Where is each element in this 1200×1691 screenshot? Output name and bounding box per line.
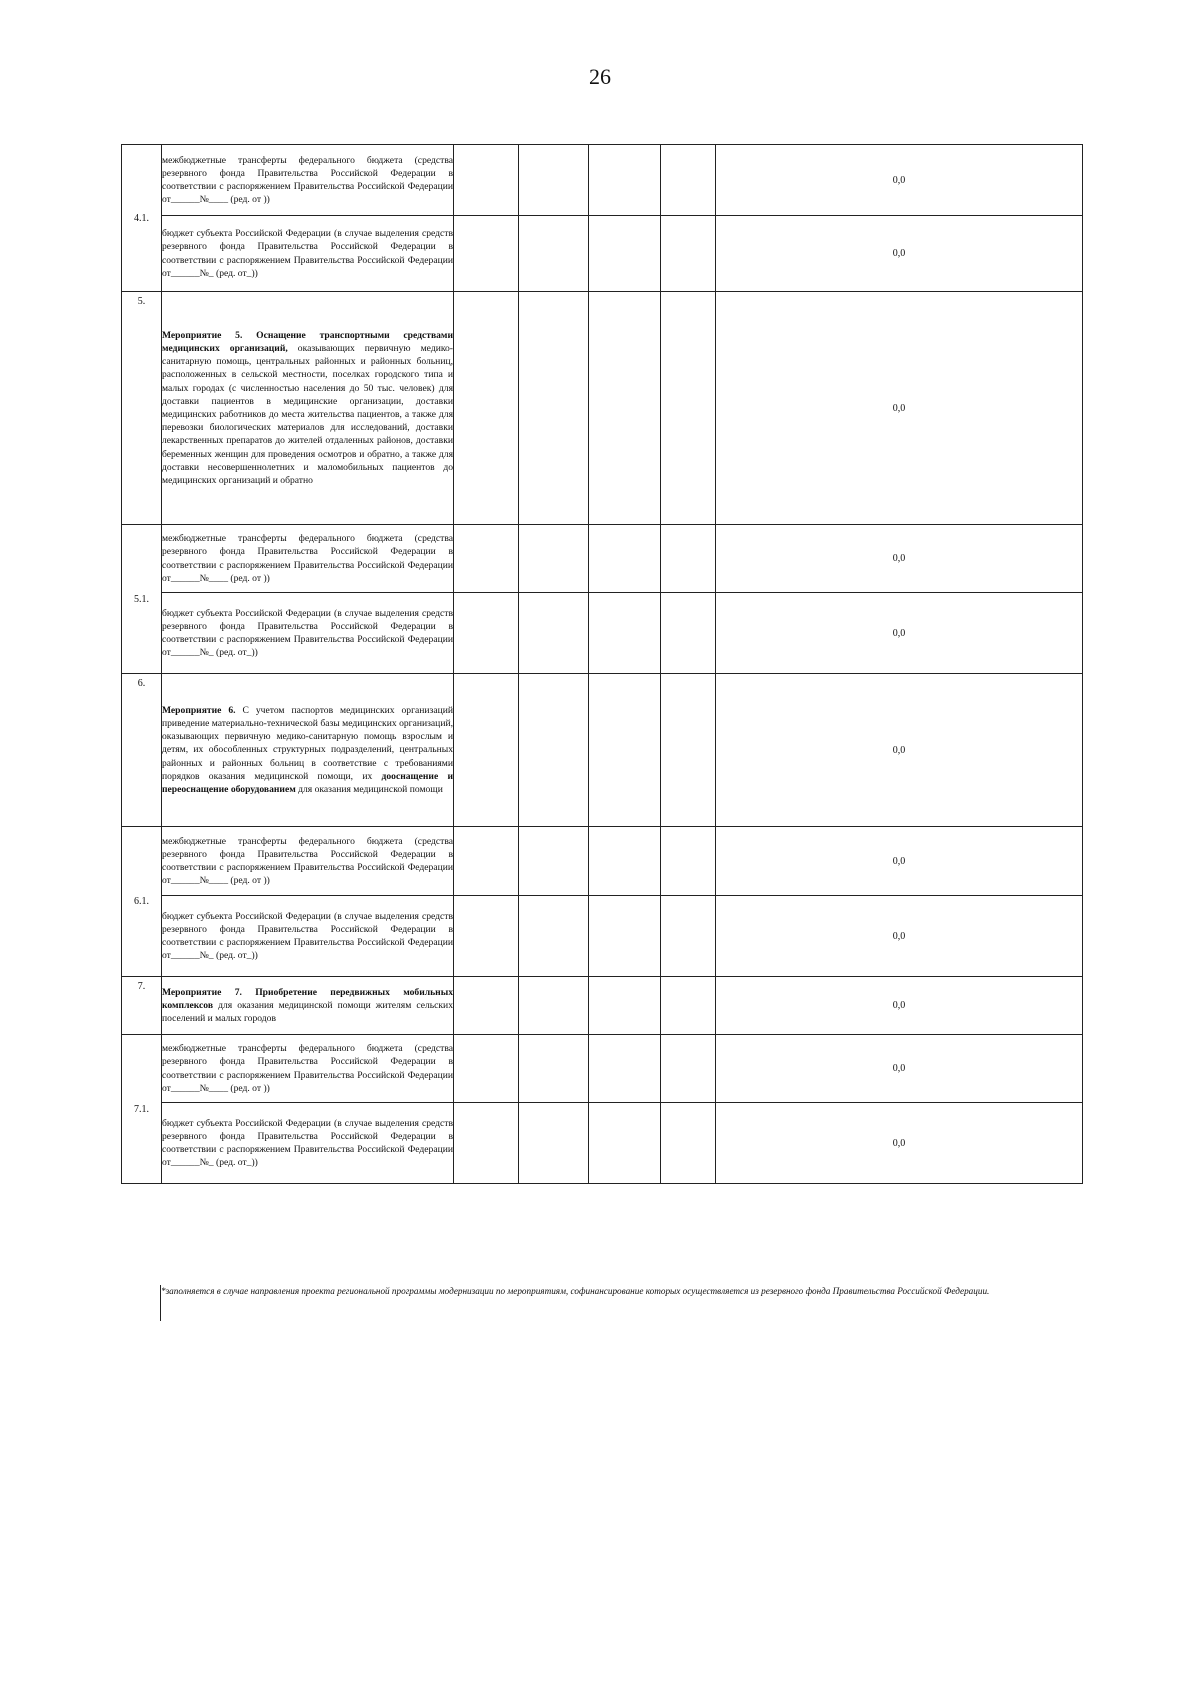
activity-title: Мероприятие 6. [162, 704, 236, 716]
empty-cell [589, 1103, 661, 1184]
row-number: 6.1. [122, 827, 162, 977]
empty-cell [589, 145, 661, 216]
empty-cell [454, 145, 519, 216]
description-text: для оказания медицинской помощи [295, 784, 443, 796]
description-text: оказывающих первичную медико-санитарную помощь, центральных районных и районных больниц, расположенных в сельской местности, поселках городского типа и малых городах (с численностью населения до 50 тыс. человек) для доставки пациентов в медицинские организации, доставки медицинских работников до места жительства пациентов, а также для перевозки биологических материалов для исследований, доставки лекарственных препаратов до жителей отдаленных районов, доставки беременных женщин для проведения осмотров и обратно, а также для доставки несовершеннолетних и маломобильных пациентов до медицинских организаций и обратно [162, 342, 453, 487]
description-text: для оказания медицинской помощи жителям сельских поселений и малых городов [162, 999, 453, 1025]
empty-cell [454, 977, 519, 1035]
amount-value: 0,0 [716, 896, 1083, 977]
amount-value: 0,0 [716, 145, 1083, 216]
activity-description [162, 593, 454, 674]
description-text: бюджет субъекта Российской Федерации (в случае выделения средств резервного фонда Правительства Российской Федерации в соответствии с распоряжением Правительства Российской Федерации от______№_ (ред. от_)) [162, 228, 453, 279]
activities-table [121, 144, 1083, 1184]
empty-cell [661, 896, 716, 977]
empty-cell [454, 1103, 519, 1184]
empty-cell [661, 525, 716, 593]
table-row [122, 977, 1083, 1035]
description-text: бюджет субъекта Российской Федерации (в случае выделения средств резервного фонда Правительства Российской Федерации в соответствии с распоряжением Правительства Российской Федерации от______№_ (ред. от_)) [162, 1117, 453, 1169]
empty-cell [589, 292, 661, 525]
activity-title: Мероприятие 7. Приобретение передвижных мобильных комплексов [162, 986, 453, 1011]
row-number: 6. [122, 674, 162, 827]
empty-cell [661, 827, 716, 896]
empty-cell [454, 292, 519, 525]
empty-cell [589, 827, 661, 896]
amount-value: 0,0 [716, 674, 1083, 827]
empty-cell [454, 1035, 519, 1103]
footnote: *заполняется в случае направления проекта региональной программы модернизации по мероприятиям, софинансирование которых осуществляется из резервного фонда Правительства Российской Федерации. [161, 1286, 990, 1296]
description-text: межбюджетные трансферты федерального бюджета (средства резервного фонда Правительства Российской Федерации в соответствии с распоряжением Правительства Российской Федерации от______№____ (ред. от )) [162, 835, 453, 887]
activity-description [162, 896, 454, 977]
amount-value: 0,0 [716, 977, 1083, 1035]
empty-cell [519, 896, 589, 977]
activity-description [162, 674, 454, 827]
empty-cell [454, 896, 519, 977]
table-row [122, 292, 1083, 525]
activity-description [162, 292, 454, 525]
row-number: 4.1. [122, 145, 162, 292]
empty-cell [589, 896, 661, 977]
table-row [122, 593, 1083, 674]
empty-cell [454, 525, 519, 593]
amount-value: 0,0 [716, 593, 1083, 674]
activity-title: Мероприятие 5. Оснащение транспортными средствами медицинских организаций, [162, 329, 453, 354]
empty-cell [589, 674, 661, 827]
description-text: межбюджетные трансферты федерального бюджета (средства резервного фонда Правительства Российской Федерации в соответствии с распоряжением Правительства Российской Федерации от______№____ (ред. от )) [162, 154, 453, 206]
empty-cell [589, 525, 661, 593]
description-text: бюджет субъекта Российской Федерации (в случае выделения средств резервного фонда Правительства Российской Федерации в соответствии с распоряжением Правительства Российской Федерации от______№_ (ред. от_)) [162, 607, 453, 659]
empty-cell [519, 1103, 589, 1184]
table-row [122, 525, 1083, 593]
description-emphasis: дооснащение и переоснащение оборудованием [162, 770, 453, 796]
empty-cell [454, 674, 519, 827]
empty-cell [519, 292, 589, 525]
activity-description [162, 1035, 454, 1103]
empty-cell [519, 1035, 589, 1103]
empty-cell [661, 145, 716, 216]
activity-description [162, 525, 454, 593]
empty-cell [519, 145, 589, 216]
empty-cell [661, 593, 716, 674]
table-row [122, 1035, 1083, 1103]
table-row [122, 827, 1083, 896]
amount-value: 0,0 [716, 1035, 1083, 1103]
description-text: бюджет субъекта Российской Федерации (в случае выделения средств резервного фонда Правительства Российской Федерации в соответствии с распоряжением Правительства Российской Федерации от______№_ (ред. от_)) [162, 910, 453, 962]
amount-value: 0,0 [716, 827, 1083, 896]
activity-description [162, 216, 454, 292]
empty-cell [519, 977, 589, 1035]
empty-cell [454, 593, 519, 674]
amount-value: 0,0 [716, 216, 1083, 292]
description-text: межбюджетные трансферты федерального бюджета (средства резервного фонда Правительства Российской Федерации в соответствии с распоряжением Правительства Российской Федерации от______№____ (ред. от )) [162, 1043, 453, 1094]
empty-cell [661, 292, 716, 525]
empty-cell [519, 593, 589, 674]
empty-cell [589, 216, 661, 292]
amount-value: 0,0 [716, 292, 1083, 525]
activity-description [162, 977, 454, 1035]
activity-description [162, 145, 454, 216]
table-row [122, 145, 1083, 216]
table-row [122, 1103, 1083, 1184]
empty-cell [454, 216, 519, 292]
description-text: С учетом паспортов медицинских организаций приведение материально-технической базы медицинских организаций, оказывающих первичную медико-санитарную помощь взрослым и детям, их обособленных структурных подразделений, центральных районных и районных больниц в соответствие с требованиями порядков оказания медицинской помощи, их [162, 704, 453, 782]
table-row [122, 216, 1083, 292]
row-number: 5.1. [122, 525, 162, 674]
empty-cell [589, 1035, 661, 1103]
page-number: 26 [589, 64, 611, 89]
table-row [122, 674, 1083, 827]
empty-cell [661, 674, 716, 827]
empty-cell [589, 977, 661, 1035]
empty-cell [589, 593, 661, 674]
table-row [122, 896, 1083, 977]
empty-cell [661, 977, 716, 1035]
amount-value: 0,0 [716, 1103, 1083, 1184]
activity-description [162, 1103, 454, 1184]
empty-cell [661, 216, 716, 292]
empty-cell [519, 216, 589, 292]
empty-cell [519, 525, 589, 593]
row-number: 7.1. [122, 1035, 162, 1184]
row-number: 5. [122, 292, 162, 525]
row-number: 7. [122, 977, 162, 1035]
amount-value: 0,0 [716, 525, 1083, 593]
empty-cell [519, 674, 589, 827]
description-text: межбюджетные трансферты федерального бюджета (средства резервного фонда Правительства Российской Федерации в соответствии с распоряжением Правительства Российской Федерации от______№____ (ред. от )) [162, 533, 453, 584]
activity-description [162, 827, 454, 896]
empty-cell [661, 1103, 716, 1184]
empty-cell [519, 827, 589, 896]
empty-cell [454, 827, 519, 896]
empty-cell [661, 1035, 716, 1103]
